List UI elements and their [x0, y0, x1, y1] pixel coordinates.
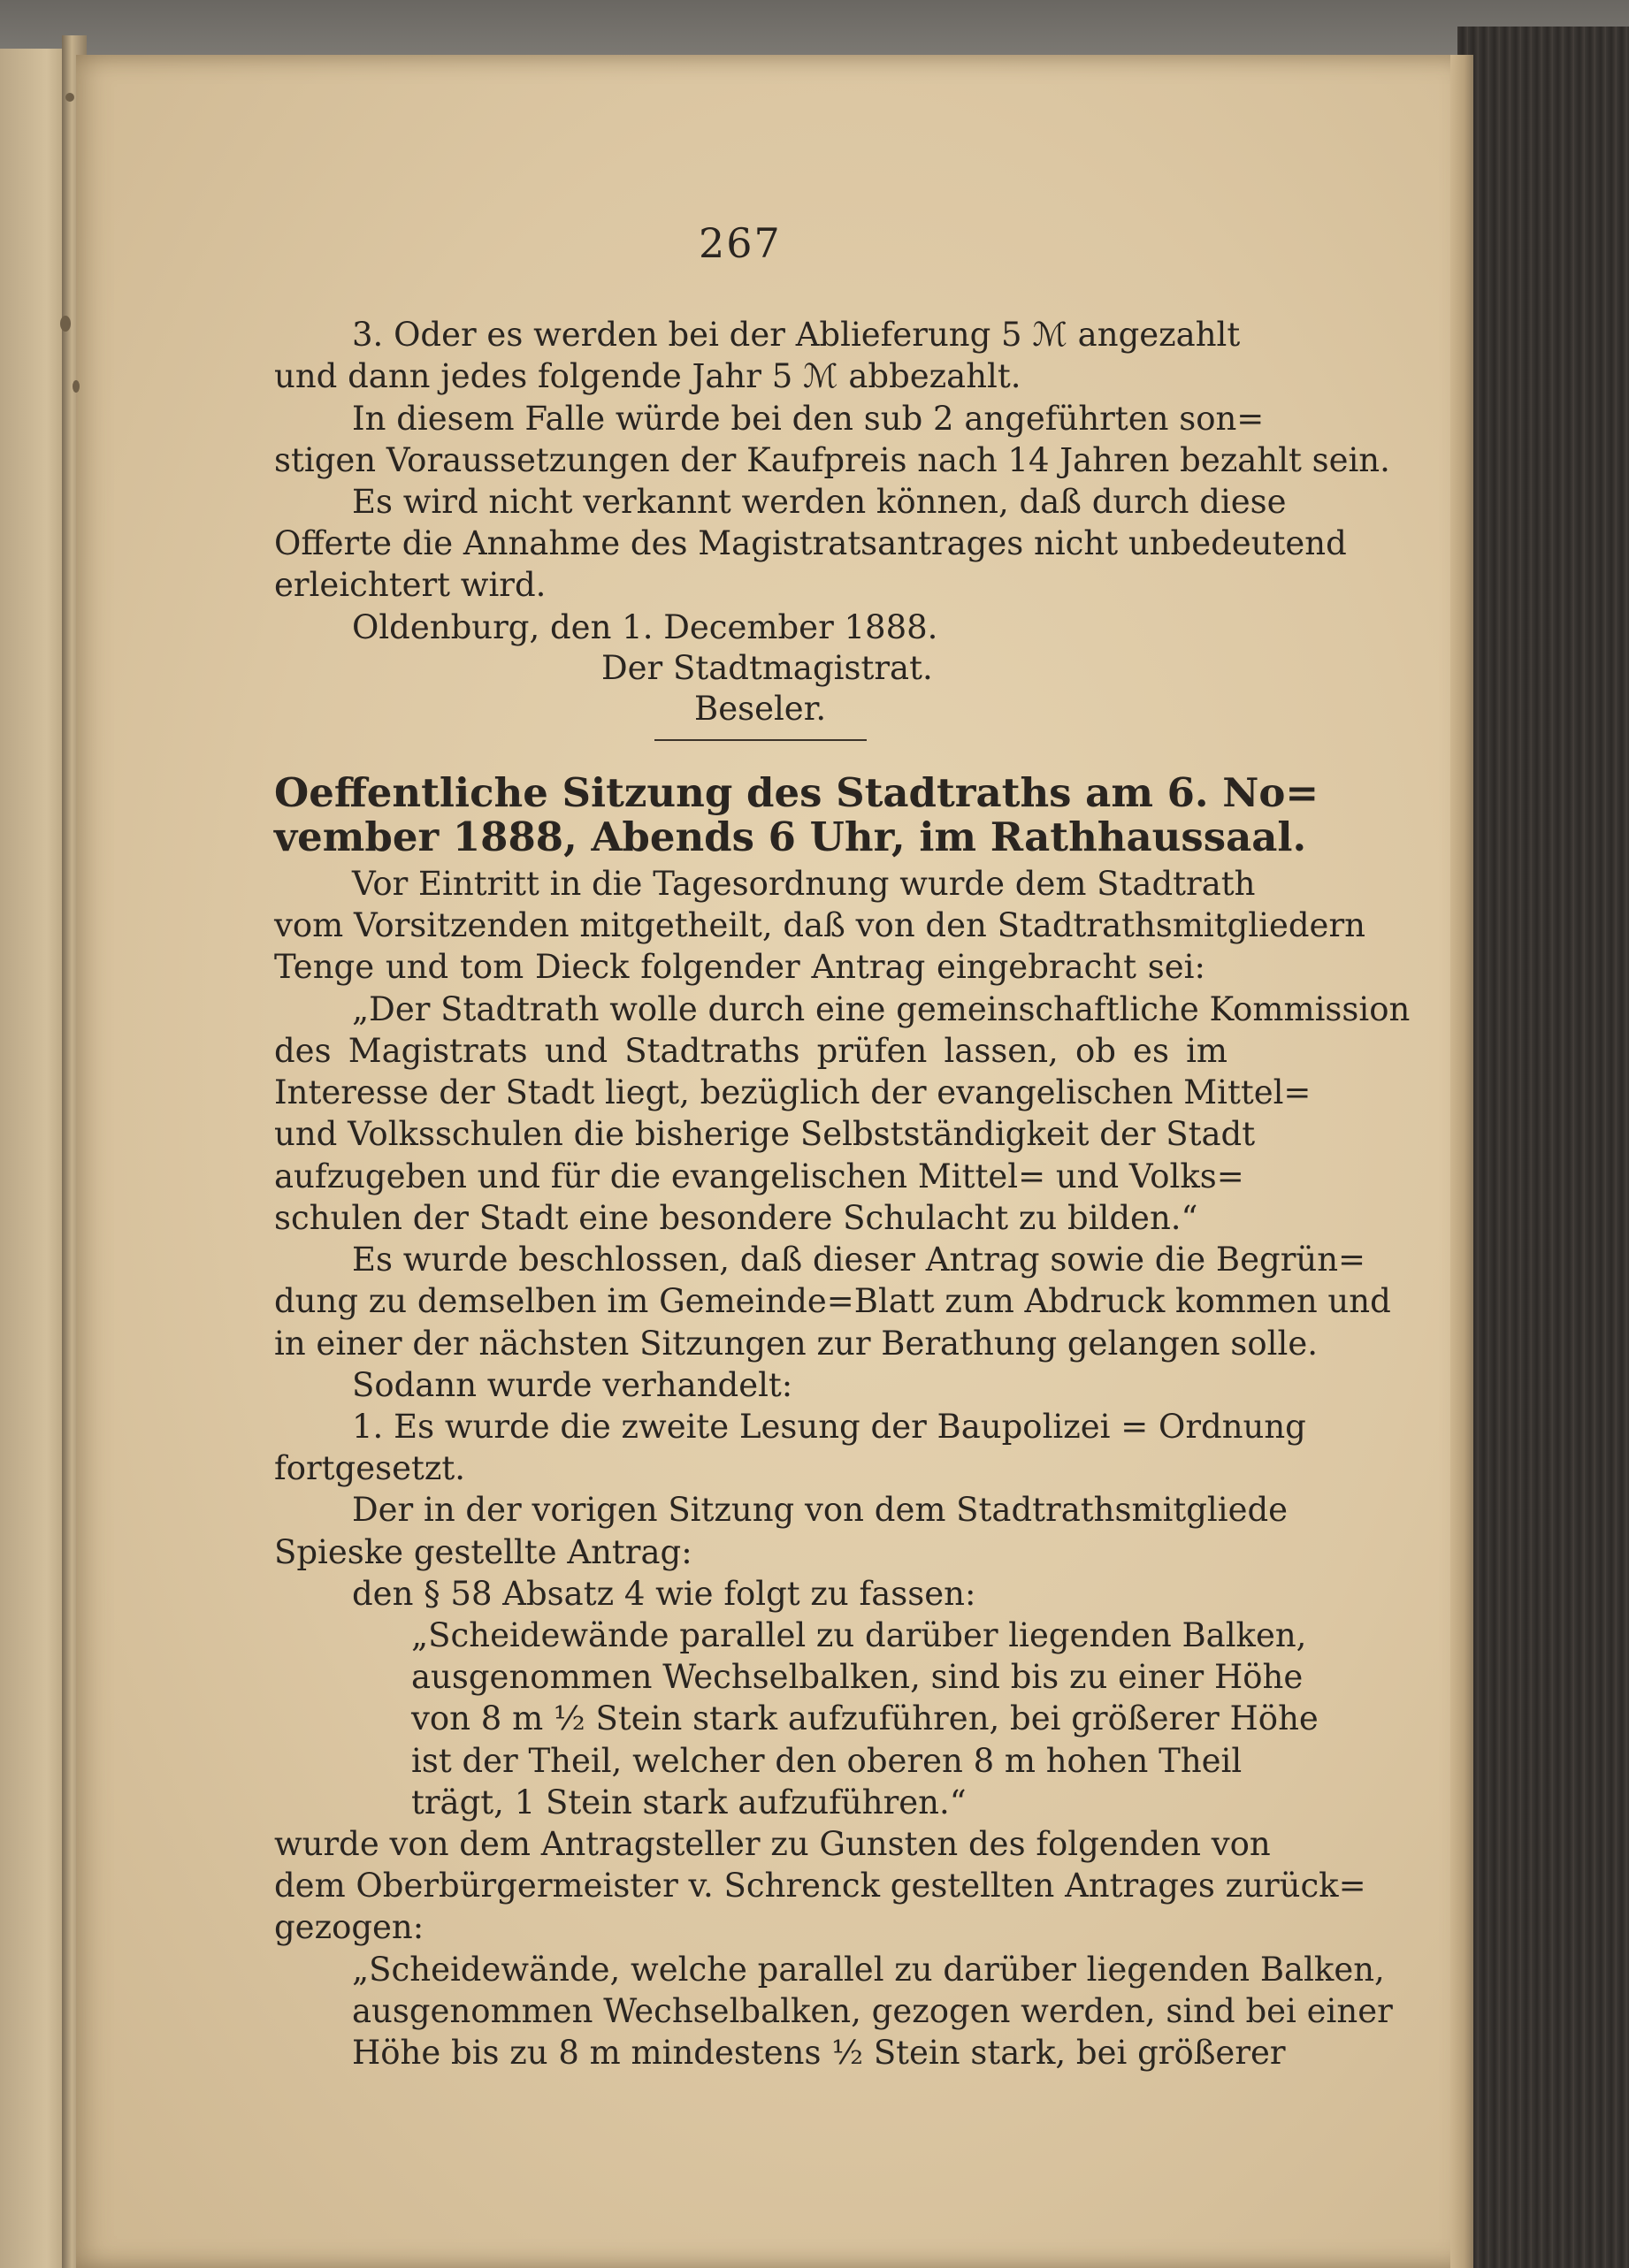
text-line: Vor Eintritt in die Tagesordnung wurde dem Stadtrath — [352, 865, 1256, 903]
text-line: „Der Stadtrath wolle durch eine gemeinschaftliche Kommission — [352, 990, 1411, 1028]
text-line: fortgesetzt. — [274, 1449, 465, 1487]
text-line: trägt, 1 Stein stark aufzuführen.“ — [411, 1783, 967, 1821]
text-line: wurde von dem Antragsteller zu Gunsten des folgenden von — [274, 1825, 1271, 1863]
signature-name: Beseler. — [694, 690, 827, 728]
text-line: dem Oberbürgermeister v. Schrenck gestellten Antrages zurück= — [274, 1867, 1366, 1905]
text-line: ist der Theil, welcher den oberen 8 m hohen Theil — [411, 1742, 1243, 1780]
text-line: und dann jedes folgende Jahr 5 ℳ abbezahlt. — [274, 357, 1021, 395]
text-line: Spieske gestellte Antrag: — [274, 1533, 692, 1571]
text-line: von 8 m ½ Stein stark aufzuführen, bei größerer Höhe — [411, 1699, 1319, 1737]
text-line: Offerte die Annahme des Magistratsantrages nicht unbedeutend — [274, 524, 1347, 562]
text-line: dung zu demselben im Gemeinde=Blatt zum Abdruck kommen und — [274, 1282, 1391, 1320]
signature-authority: Der Stadtmagistrat. — [601, 649, 933, 687]
text-line: ausgenommen Wechselbalken, gezogen werden, sind bei einer — [352, 1992, 1393, 2030]
text-line: des Magistrats und Stadtraths prüfen lassen, ob es im — [274, 1032, 1227, 1070]
text-line: Es wird nicht verkannt werden können, daß durch diese — [352, 483, 1287, 521]
text-line: Tenge und tom Dieck folgender Antrag eingebracht sei: — [274, 948, 1205, 986]
text-line: 3. Oder es werden bei der Ablieferung 5 ℳ angezahlt — [352, 316, 1241, 354]
text-line: ausgenommen Wechselbalken, sind bis zu einer Höhe — [411, 1658, 1304, 1696]
page-number: 267 — [699, 219, 782, 267]
text-line: Höhe bis zu 8 m mindestens ½ Stein stark, bei größerer — [352, 2034, 1286, 2072]
text-line: stigen Voraussetzungen der Kaufpreis nach 14 Jahren bezahlt sein. — [274, 441, 1390, 479]
text-line: In diesem Falle würde bei den sub 2 angeführten son= — [352, 400, 1265, 438]
section-divider — [654, 739, 867, 741]
text-line: „Scheidewände, welche parallel zu darüber liegenden Balken, — [352, 1951, 1385, 1989]
text-line: Sodann wurde verhandelt: — [352, 1366, 793, 1404]
text-line: Es wurde beschlossen, daß dieser Antrag sowie die Begrün= — [352, 1241, 1366, 1279]
text-line: „Scheidewände parallel zu darüber liegenden Balken, — [411, 1616, 1307, 1654]
text-line: 1. Es wurde die zweite Lesung der Baupolizei = Ordnung — [352, 1408, 1306, 1446]
text-line: in einer der nächsten Sitzungen zur Berathung gelangen solle. — [274, 1325, 1318, 1363]
text-line: schulen der Stadt eine besondere Schulacht zu bilden.“ — [274, 1199, 1198, 1237]
text-line: Der in der vorigen Sitzung von dem Stadtrathsmitgliede — [352, 1491, 1289, 1529]
section-heading: Oeffentliche Sitzung des Stadtraths am 6. No= — [274, 769, 1319, 816]
text-line: aufzugeben und für die evangelischen Mittel= und Volks= — [274, 1157, 1244, 1195]
text-line: Interesse der Stadt liegt, bezüglich der evangelischen Mittel= — [274, 1073, 1312, 1111]
text-line: und Volksschulen die bisherige Selbstständigkeit der Stadt — [274, 1115, 1256, 1153]
text-line: den § 58 Absatz 4 wie folgt zu fassen: — [352, 1575, 976, 1613]
text-line: erleichtert wird. — [274, 566, 547, 604]
text-line: gezogen: — [274, 1908, 424, 1946]
text-line: vom Vorsitzenden mitgetheilt, daß von den Stadtrathsmitgliedern — [274, 906, 1365, 944]
section-heading: vember 1888, Abends 6 Uhr, im Rathhaussaal. — [274, 813, 1307, 860]
signature-date: Oldenburg, den 1. December 1888. — [352, 608, 938, 646]
